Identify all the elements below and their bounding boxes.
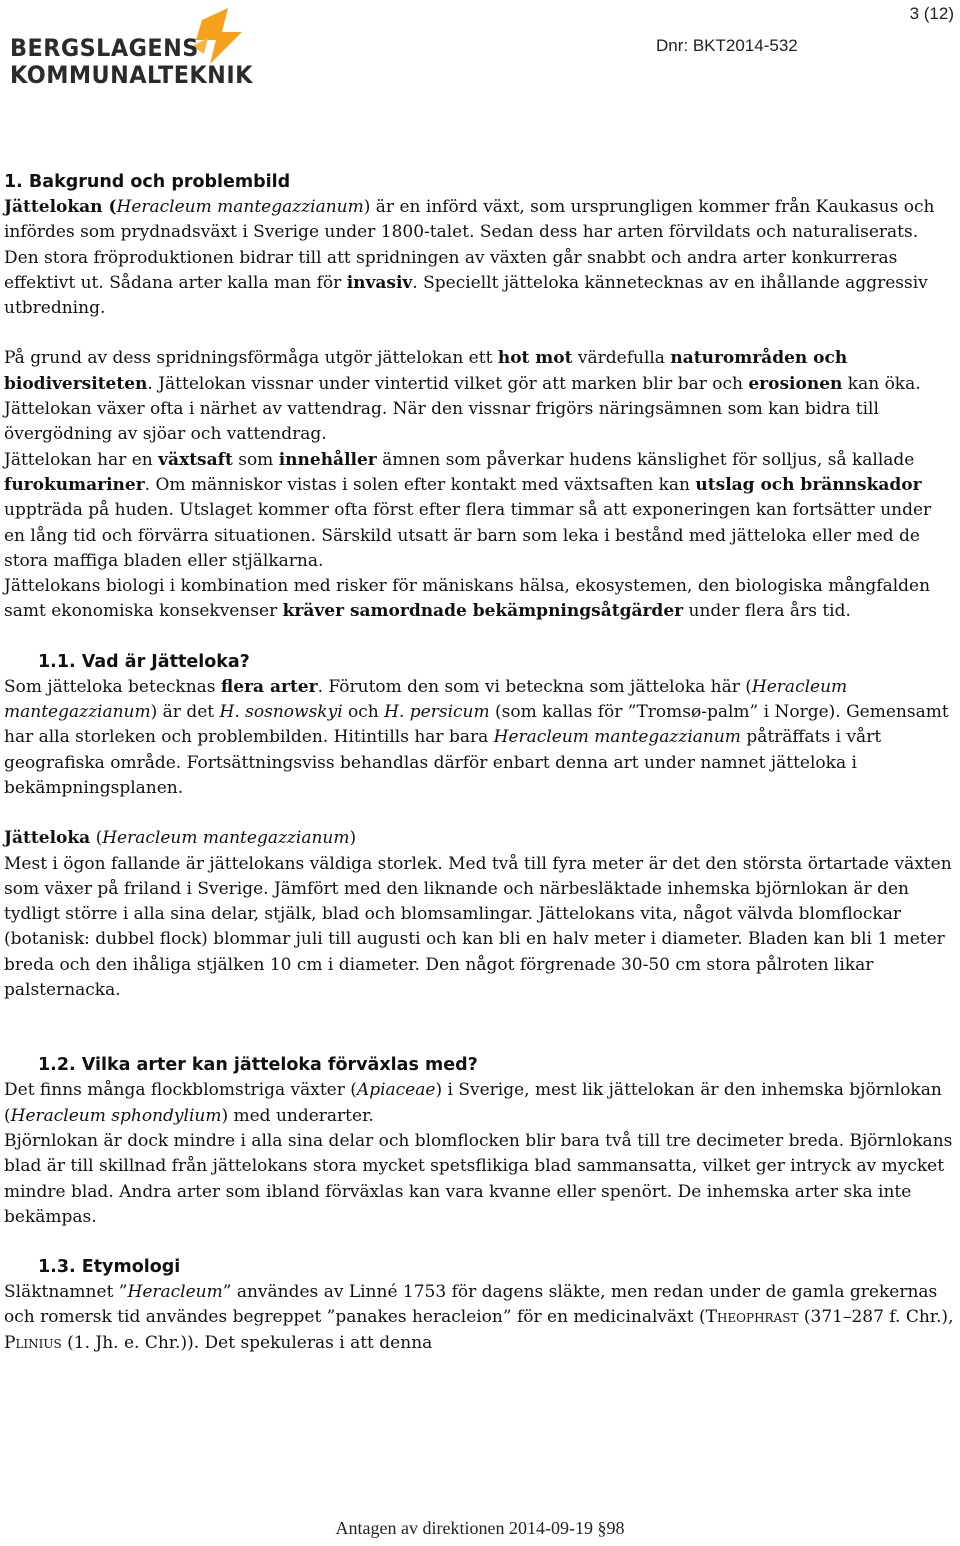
document-number: Dnr: BKT2014-532 (656, 36, 798, 55)
paragraph-8: Björnlokan är dock mindre i alla sina delar och blomflocken blir bara två till tre decimeter breda. Björnlokans blad är till skillnad från jättelokans stora mycket spetsflikiga blad sammansatta, vilket ger intryck av mycket mindre blad. Andra arter som ibland förväxlas kan vara kvanne eller spenört. De inhemska arter ska inte bekämpas. (4, 1130, 953, 1227)
paragraph-6: Mest i ögon fallande är jättelokans väldiga storlek. Med två till fyra meter är det den största örtartade växten som växer på friland i Sverige. Jämfört med den liknande och närbesläktade inhemska björnlokan är den tydligt större i alla sina delar, stjälk, blad och blomsamlingar. Jättelokans vita, något välvda blomflockar (botanisk: dubbel flock) blommar juli till augusti och kan bli en halv meter i diameter. Bladen kan bli 1 meter breda och den ihåliga stjälken 10 cm i diameter. Den något förgrenade 30-50 cm stora pålroten likar palsternacka. (4, 853, 952, 1001)
paragraph-4: Jättelokans biologi i kombination med risker för mäniskans hälsa, ekosystemen, den biologiska mångfalden samt ekonomiska konsekvenser kräver samordnade bekämpningsåtgärder under flera års tid. (4, 576, 931, 622)
section-heading-1: 1. Bakgrund och problembild (4, 172, 291, 192)
footer-adoption-note: Antagen av direktionen 2014-09-19 §98 (335, 1518, 625, 1538)
paragraph-3: Jättelokan har en växtsaft som innehåller ämnen som påverkar hudens känslighet för solljus, så kallade furokumariner. Om människor vistas i solen efter kontakt med växtsaften kan utslag och brännskador uppträda på huden. Utslaget kommer ofta först efter flera timmar så att exponeringen kan fortsätter under en lång tid och förvärra situationen. Särskild utsatt är barn som leka i bestånd med jätteloka eller med de stora maffiga bladen eller stjälkarna. (4, 449, 932, 571)
paragraph-1: Jättelokan (Heracleum mantegazzianum) är en införd växt, som ursprungligen kommer från Kaukasus och infördes som prydnadsväxt i Sverige under 1800-talet. Sedan dess har arten förvildats och naturaliserats. Den stora fröproduktionen bidrar till att spridningen av växten går snabbt och andra arter konkurreras effektivt ut. Sådana arter kalla man för invasiv. Speciellt jätteloka kännetecknas av en ihållande aggressiv utbredning. (4, 197, 935, 319)
page-number: 3 (12) (909, 4, 954, 23)
paragraph-5: Som jätteloka betecknas flera arter. Förutom den som vi beteckna som jätteloka här (Heracleum mantegazzianum) är det H. sosnowskyi och H. persicum (som kallas för ”Tromsø-palm” i Norge). Gemensamt har alla storleken och problembilden. Hitintills har bara Heracleum mantegazzianum påträffats i vårt geografiska område. Fortsättningsviss behandlas därför enbart denna art under namnet jätteloka i bekämpningsplanen. (4, 676, 949, 798)
paragraph-7: Det finns många flockblomstriga växter (Apiaceae) i Sverige, mest lik jättelokan är den inhemska björnlokan (Heracleum sphondylium) med underarter. (4, 1080, 942, 1126)
section-heading-1-1: 1.1. Vad är Jätteloka? (38, 651, 250, 672)
paragraph-9: Släktnamnet ”Heracleum” användes av Linné 1753 för dagens släkte, men redan under de gamla grekernas och romersk tid användes begreppet ”panakes heracleion” för en medicinalväxt (Theophrast (371–287 f. Chr.), Plinius (1. Jh. e. Chr.)). Det spekuleras i att denna (4, 1282, 954, 1353)
subtitle-jatteloka: Jätteloka (Heracleum mantegazzianum) (4, 828, 357, 849)
section-heading-1-2: 1.2. Vilka arter kan jätteloka förväxlas med? (38, 1055, 478, 1076)
document-body (4, 170, 956, 1356)
logo-line-2: KOMMUNALTEKNIK (10, 61, 253, 89)
company-logo (6, 2, 256, 94)
logo-line-1: BERGSLAGENS (10, 34, 199, 62)
section-heading-1-3: 1.3. Etymologi (38, 1257, 181, 1278)
paragraph-2: På grund av dess spridningsförmåga utgör jättelokan ett hot mot värdefulla naturområden och biodiversiteten. Jättelokan vissnar under vintertid vilket gör att marken blir bar och erosionen kan öka. Jättelokan växer ofta i närhet av vattendrag. När den vissnar frigörs näringsämnen som kan bidra till övergödning av sjöar och vattendrag. (4, 348, 921, 445)
